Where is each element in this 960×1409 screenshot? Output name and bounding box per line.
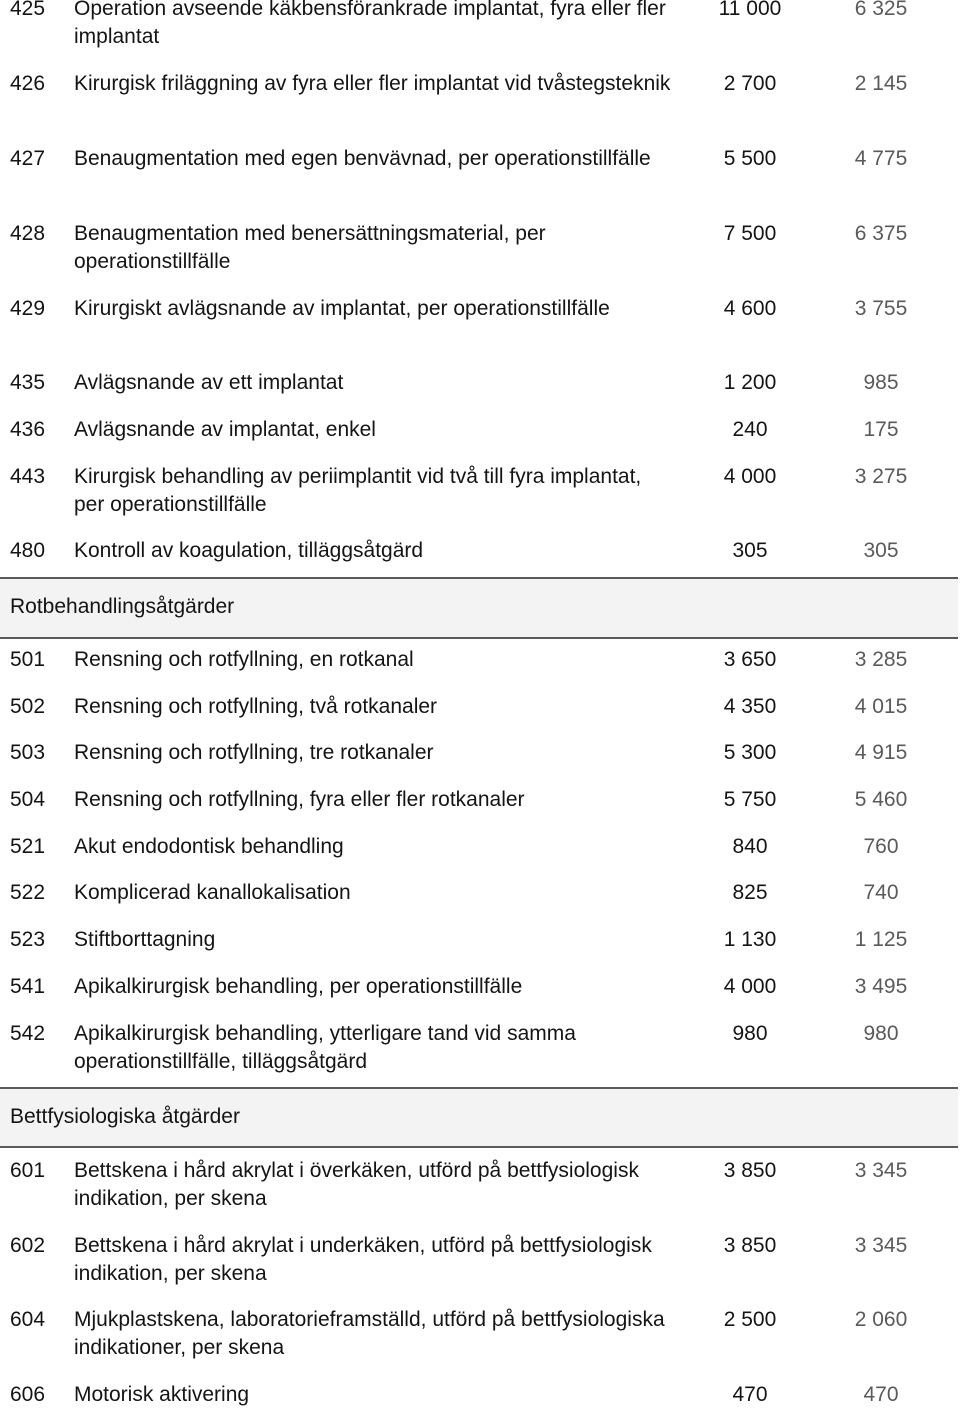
row-description: Bettskena i hård akrylat i överkäken, utförd på bettfysiologisk indikation, per skena [74, 1159, 639, 1210]
row-code: 425 [10, 0, 46, 20]
row-code: 602 [10, 1234, 46, 1257]
row-price: 980 [732, 1022, 768, 1045]
row-description: Akut endodontisk behandling [74, 835, 344, 858]
row-description: Rensning och rotfyllning, två rotkanaler [74, 695, 438, 718]
row-price: 240 [732, 418, 768, 441]
row-price: 5 500 [723, 147, 777, 170]
row-reference-price: 305 [863, 539, 899, 562]
row-reference-price: 760 [863, 835, 899, 858]
row-reference-price: 5 460 [854, 788, 908, 811]
row-price: 4 600 [723, 297, 777, 320]
row-code: 427 [10, 147, 46, 170]
row-reference-price: 470 [863, 1383, 899, 1406]
row-code: 523 [10, 928, 46, 951]
row-price: 1 130 [723, 928, 777, 951]
row-reference-price: 1 125 [854, 928, 908, 951]
row-code: 601 [10, 1159, 46, 1182]
row-description: Rensning och rotfyllning, en rotkanal [74, 648, 414, 671]
row-reference-price: 3 495 [854, 975, 908, 998]
row-reference-price: 4 775 [854, 147, 908, 170]
row-reference-price: 3 345 [854, 1159, 908, 1182]
section-title: Rotbehandlingsåtgärder [10, 595, 235, 618]
row-price: 2 700 [723, 72, 777, 95]
row-description: Bettskena i hård akrylat i underkäken, utförd på bettfysiologisk indikation, per skena [74, 1234, 652, 1285]
row-code: 604 [10, 1308, 46, 1331]
row-price: 4 350 [723, 695, 777, 718]
row-code: 542 [10, 1022, 46, 1045]
row-price: 825 [732, 881, 768, 904]
row-code: 541 [10, 975, 46, 998]
row-description: Kontroll av koagulation, tilläggsåtgärd [74, 539, 424, 562]
row-description: Kirurgisk behandling av periimplantit vid två till fyra implantat, per operationstillfälle [74, 465, 642, 516]
row-description: Avlägsnande av implantat, enkel [74, 418, 376, 441]
row-code: 436 [10, 418, 46, 441]
row-description: Benaugmentation med benersättningsmaterial, per operationstillfälle [74, 222, 546, 273]
row-reference-price: 4 015 [854, 695, 908, 718]
row-code: 443 [10, 465, 46, 488]
row-reference-price: 2 060 [854, 1308, 908, 1331]
row-reference-price: 6 375 [854, 222, 908, 245]
row-price: 5 300 [723, 741, 777, 764]
row-description: Stiftborttagning [74, 928, 216, 951]
section-title: Bettfysiologiska åtgärder [10, 1105, 240, 1128]
row-price: 5 750 [723, 788, 777, 811]
row-description: Benaugmentation med egen benvävnad, per operationstillfälle [74, 147, 651, 170]
row-code: 522 [10, 881, 46, 904]
row-reference-price: 3 755 [854, 297, 908, 320]
row-price: 4 000 [723, 975, 777, 998]
row-code: 503 [10, 741, 46, 764]
row-code: 521 [10, 835, 46, 858]
row-code: 606 [10, 1383, 46, 1406]
row-price: 840 [732, 835, 768, 858]
row-reference-price: 4 915 [854, 741, 908, 764]
row-description: Rensning och rotfyllning, fyra eller fler rotkanaler [74, 788, 525, 811]
row-price: 305 [732, 539, 768, 562]
row-description: Operation avseende käkbensförankrade implantat, fyra eller fler implantat [74, 0, 666, 48]
row-price: 7 500 [723, 222, 777, 245]
row-description: Komplicerad kanallokalisation [74, 881, 351, 904]
row-price: 3 850 [723, 1234, 777, 1257]
row-reference-price: 3 275 [854, 465, 908, 488]
row-code: 428 [10, 222, 46, 245]
row-reference-price: 3 285 [854, 648, 908, 671]
row-code: 480 [10, 539, 46, 562]
row-price: 4 000 [723, 465, 777, 488]
row-description: Mjukplastskena, laboratorieframställd, utförd på bettfysiologiska indikationer, per skena [74, 1308, 665, 1359]
row-description: Motorisk aktivering [74, 1383, 250, 1406]
row-code: 504 [10, 788, 46, 811]
row-price: 3 850 [723, 1159, 777, 1182]
row-reference-price: 980 [863, 1022, 899, 1045]
section-header-root-treatment [0, 577, 958, 639]
row-code: 435 [10, 371, 46, 394]
row-price: 1 200 [723, 371, 777, 394]
row-price: 470 [732, 1383, 768, 1406]
row-description: Apikalkirurgisk behandling, per operationstillfälle [74, 975, 523, 998]
row-code: 502 [10, 695, 46, 718]
row-reference-price: 740 [863, 881, 899, 904]
row-reference-price: 3 345 [854, 1234, 908, 1257]
row-code: 429 [10, 297, 46, 320]
row-reference-price: 6 325 [854, 0, 908, 20]
row-description: Avlägsnande av ett implantat [74, 371, 344, 394]
row-code: 426 [10, 72, 46, 95]
section-header-bite-physiology [0, 1087, 958, 1148]
row-code: 501 [10, 648, 46, 671]
row-reference-price: 2 145 [854, 72, 908, 95]
row-price: 2 500 [723, 1308, 777, 1331]
row-description: Kirurgiskt avlägsnande av implantat, per operationstillfälle [74, 297, 610, 320]
row-price: 3 650 [723, 648, 777, 671]
row-description: Apikalkirurgisk behandling, ytterligare tand vid samma operationstillfälle, tilläggsåtgärd [74, 1022, 576, 1073]
row-description: Kirurgisk friläggning av fyra eller fler implantat vid tvåstegsteknik [74, 72, 671, 95]
row-reference-price: 175 [863, 418, 899, 441]
row-description: Rensning och rotfyllning, tre rotkanaler [74, 741, 434, 764]
row-reference-price: 985 [863, 371, 899, 394]
row-price: 11 000 [718, 0, 782, 20]
